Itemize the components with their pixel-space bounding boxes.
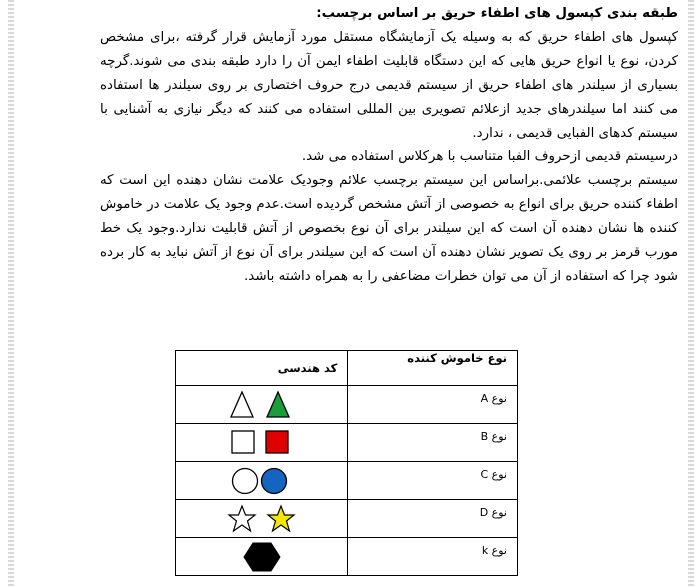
triangle-icon: [230, 390, 294, 420]
table-row: [176, 500, 518, 538]
page-border-right: [688, 0, 694, 587]
paragraph: درسیستم قدیمی ازحروف الفبا متناسب با هرکلاس استفاده می شد.: [301, 149, 678, 165]
type-label: نوع D: [479, 506, 507, 519]
table-row: [176, 424, 518, 462]
page-border-left: [8, 0, 14, 587]
type-label: نوع A: [480, 392, 507, 405]
table-header-row: [176, 351, 518, 386]
header-geometric-code: کد هندسی: [176, 351, 348, 386]
type-label: نوع k: [481, 544, 507, 557]
section-title: طبقه بندی کپسول های اطفاء حریق بر اساس برچسب:: [316, 6, 678, 21]
extinguisher-code-table: [175, 350, 518, 576]
circle-icon: [230, 466, 294, 496]
star-icon: [226, 504, 298, 534]
paragraph: سیستم برچسب علائمی.براساس این سیستم برچسب علائم وجودیک علامت نشان دهنده این است که اطفاء کننده حریق برای انواع به خصوصی از آتش مشخص گردیده است.عدم وجود یک علامت در خاموش کننده ها نشان دهنده آن است که این سیلندر برای آن نوع بخصوص از آتش قابلیت ندارد.وجود یک خط مورب قرمز بر روی یک تصویر نشان دهنده آن است که این سیلندر برای آن نوع از آتش نباید به کار برده شود چرا که استفاده از آن می توان خطرات مضاعفی را به همراه داشته باشد.: [100, 173, 678, 284]
body-text: [100, 2, 678, 289]
table-row: [176, 386, 518, 424]
type-label: نوع B: [480, 430, 507, 443]
paragraph: کپسول های اطفاء حریق که به وسیله یک آزمایشگاه مستقل مورد آزمایش قرار گرفته ،برای مشخص کردن، نوع یا انواع حریق هایی که این دستگاه قابلیت اطفاء ایمن آن را دارد طبقه بندی می شوند.گرچه بسیاری از سیلندر های اطفاء حریق از سیستم قدیمی درج حروف اختصاری بر روی سیلندر ها استفاده می کنند اما سیلندرهای جدید ازعلائم تصویری بین المللی استفاده می کنند که دیگر نیازی به آشنایی با سیستم کدهای الفبایی قدیمی ، ندارد.: [100, 29, 678, 141]
header-extinguisher-type: نوع خاموش کننده: [348, 351, 518, 386]
table-row: [176, 538, 518, 576]
square-icon: [230, 428, 294, 458]
table-row: [176, 462, 518, 500]
hexagon-icon: [242, 541, 282, 573]
type-label: نوع C: [480, 468, 507, 481]
